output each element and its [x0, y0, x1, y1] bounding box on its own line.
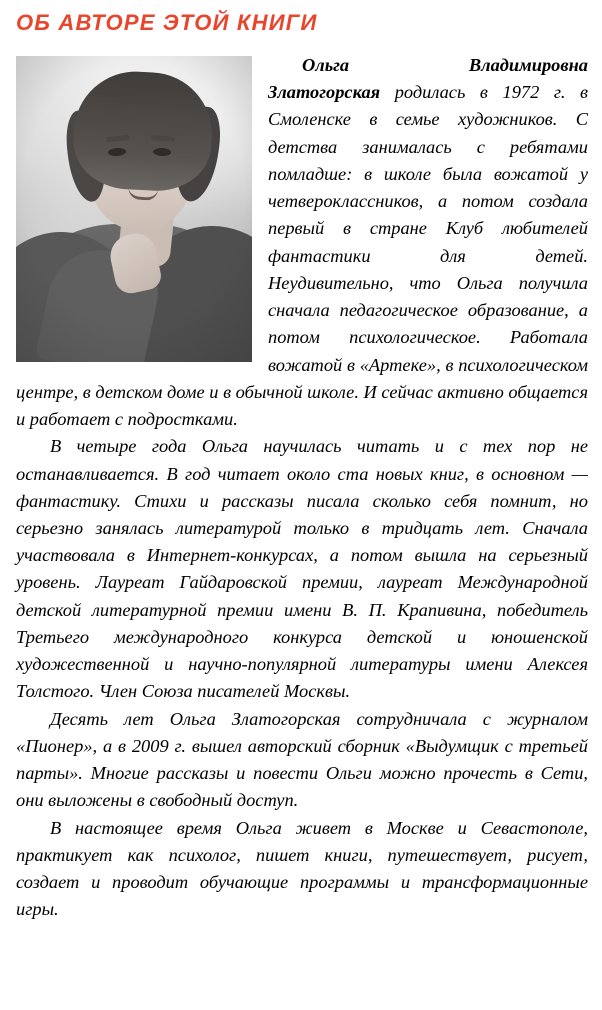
paragraph-4: В настоящее время Ольга живет в Москве и Севастополе, практикует как психолог, пишет книги, путешествует, рисует, создает и проводит обучающие программы и трансформационные игры. — [16, 817, 588, 920]
portrait-vignette — [16, 56, 252, 362]
page-title: ОБ АВТОРЕ ЭТОЙ КНИГИ — [16, 10, 318, 35]
author-name: Ольга Владимировна Златогорская — [268, 55, 588, 103]
author-bio-body — [8, 52, 594, 924]
paragraph-2: В четыре года Ольга научилась читать и с тех пор не останавливается. В год читает около ста новых книг, в основном — фантастику. Стихи и рассказы писала сколько себя помнит, но серьезно занялась литературой только в тридцать лет. Сначала участвовала в Интернет-конкурсах, а потом вышла на серьезный уровень. Лауреат Гайдаровской премии, лауреат Международной детской литературной премии имени В. П. Крапивина, победитель Третьего международного конкурса детской и юношенской художественной и научно-популярной литературы имени Алексея Толстого. Член Союза писателей Москвы. — [16, 436, 588, 702]
author-page — [0, 10, 602, 1010]
paragraph-3: Десять лет Ольга Златогорская сотрудничала с журналом «Пионер», а в 2009 г. вышел авторский сборник «Выдумщик с третьей парты». Многие рассказы и повести Ольги можно прочесть в Сети, они выложены в свободный доступ. — [16, 708, 588, 811]
author-portrait — [16, 56, 252, 362]
paragraph-1-text: родилась в 1972 г. в Смоленске в семье художников. С детства занималась с ребятами помладше: в школе была вожатой у четвероклассников, а потом создала первый в стране Клуб любителей фантастики для детей. Неудивительно, что Ольга получила сначала педагогическое образование, а потом психологическое. Работала вожатой в «Артеке», в психологическом центре, в детском доме и в обычной школе. И сейчас активно общается и работает с подростками. — [16, 82, 589, 430]
